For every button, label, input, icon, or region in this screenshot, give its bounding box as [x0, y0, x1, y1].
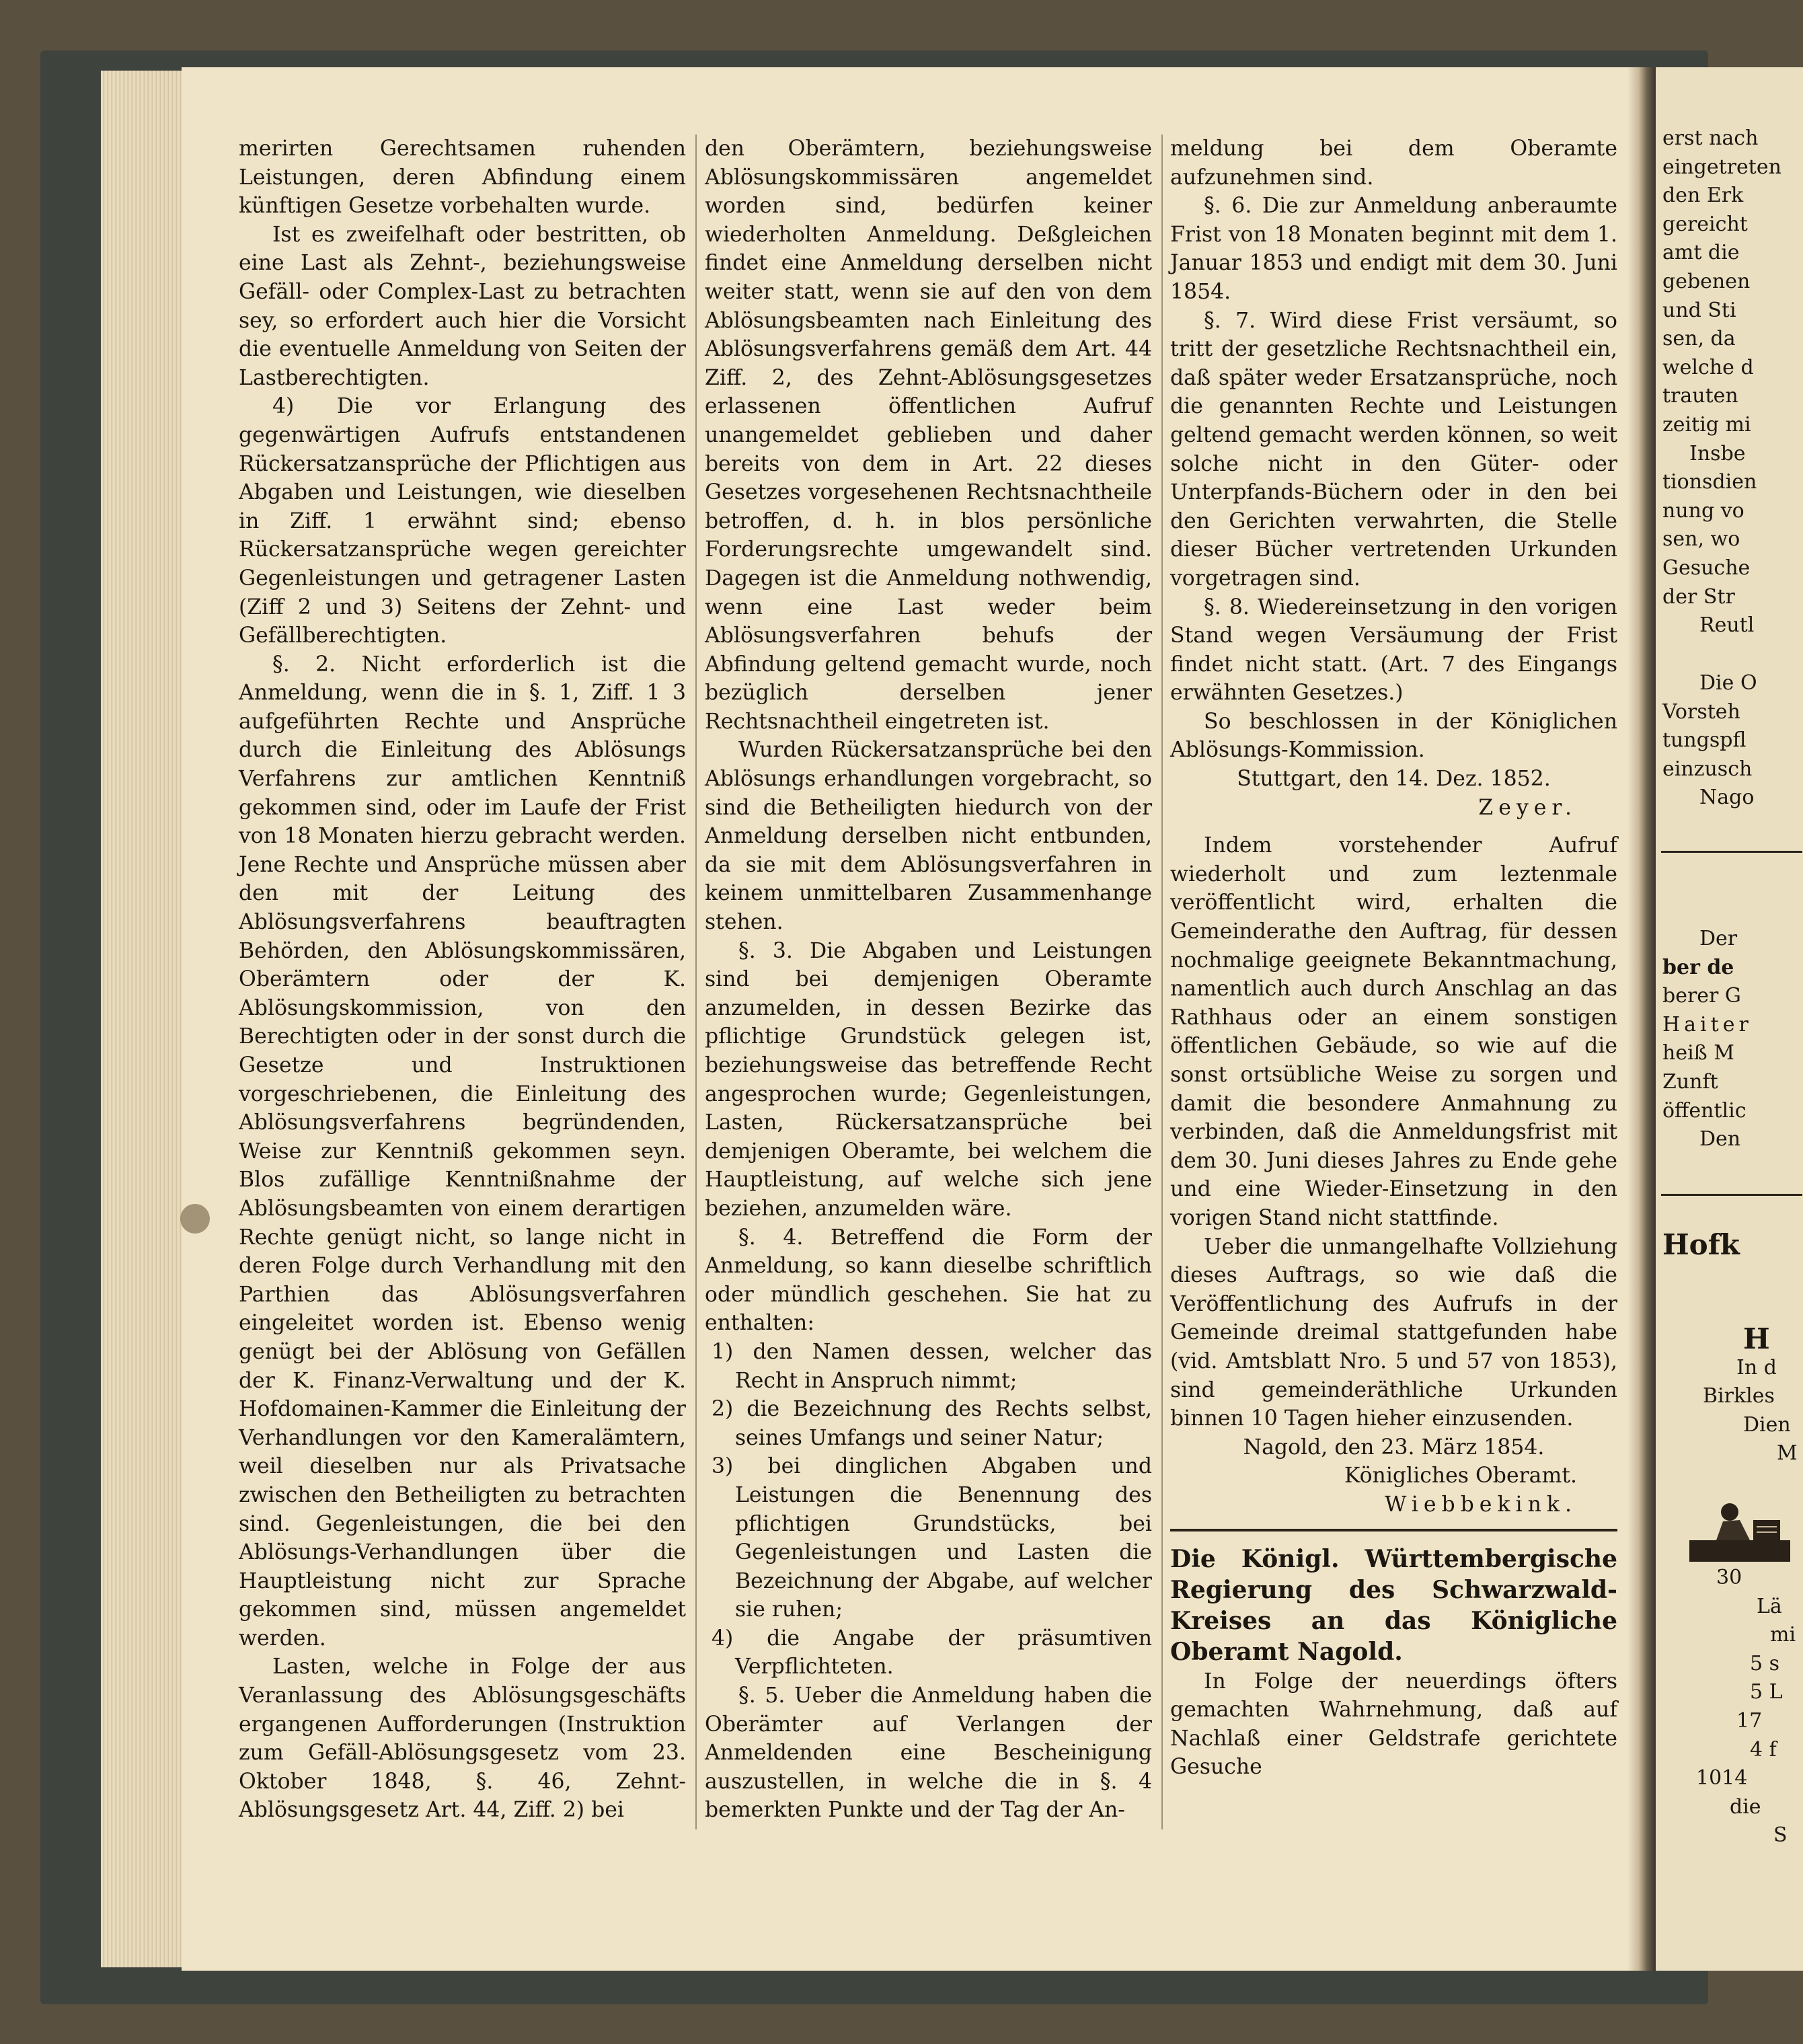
paragraph: Ueber die unmangelhafte Vollziehung dieses Auftrags, so wie daß die Veröffentlichung des Aufrufs in der Gemeinde dreimal stattgefunden habe (vid. Amtsblatt Nro. 5 und 57 von 1853), sind gemeinderäthliche Urkunden binnen 10 Tagen hieher einzusenden.: [1170, 1234, 1617, 1431]
fragment-divider: [1661, 851, 1802, 853]
section-divider: [1170, 1529, 1617, 1531]
paragraph: §. 4. Betreffend die Form der Anmeldung, so kann dieselbe schriftlich oder mündlich geschehen. Sie hat zu enthalten:: [705, 1225, 1152, 1336]
fragment-line: Gesuche: [1662, 556, 1751, 580]
fragment-line: Die O: [1699, 671, 1757, 695]
fragment-line: erst nach: [1662, 126, 1759, 150]
fragment-line: den Erk: [1662, 184, 1744, 208]
paragraph: Ist es zweifelhaft oder bestritten, ob eine Last als Zehnt-, beziehungsweise Gefäll- oder Complex-Last zu betrachten sey, so erfordert auch hier die Vorsicht die eventuelle Anmeldung von Seiten der Lastberechtigten.: [239, 222, 686, 390]
signature: Wiebbekink.: [1384, 1492, 1577, 1517]
list-item: 4) die Angabe der präsumtiven Verpflichteten.: [712, 1626, 1152, 1679]
list-item: 1) den Namen dessen, welcher das Recht in Anspruch nimmt;: [712, 1339, 1152, 1393]
place-date: Stuttgart, den 14. Dez. 1852.: [1237, 767, 1551, 792]
fragment-line: heiß M: [1662, 1041, 1734, 1065]
paragraph: §. 2. Nicht erforderlich ist die Anmeldung, wenn die in §. 1, Ziff. 1 3 aufgeführten Rechte und Ansprüche durch die Einleitung des Ablösungs Verfahrens zur amtlichen Kenntniß gekommen sind, oder im Laufe der Frist von 18 Monaten hierzu gebracht werden. Jene Rechte und Ansprüche müssen aber den mit der Leitung des Ablösungsverfahrens beauftragten Behörden, den Ablösungskommissären, Oberämtern oder der K. Ablösungskommission, von den Berechtigten oder in der sonst durch die Gesetze und Instruktionen vorgeschriebenen, die Einleitung des Ablösungsverfahrens begründenden, Weise zur Kenntniß gekommen seyn. Blos zufällige Kenntnißnahme der Ablösungsbeamten von einem derartigen Rechte genügt nicht, so lange nicht in deren Folge durch Verhandlung mit den Parthien das Ablösungsverfahren eingeleitet worden ist. Ebenso wenig genügt bei der Ablösung von Gefällen der K. Finanz-Verwaltung und der K. Hofdomainen-Kammer die Einleitung der Verhandlungen vor den Kameralämtern, weil dieselben nur als Privatsache zwischen den Betheiligten zu betrachten sind. Gegenleistungen, die bei den Ablösungs-Verhandlungen über die Hauptleistung nicht zur Sprache gekommen sind, müssen angemeldet werden.: [239, 652, 686, 1651]
fragment-block: [1662, 1228, 1803, 1271]
paragraph: §. 5. Ueber die Anmeldung haben die Oberämter auf Verlangen der Anmeldenden eine Bescheinigung auszustellen, in welche die in §. 4 bemerkten Punkte und der Tag der An-: [705, 1683, 1152, 1823]
fragment-line: öffentlic: [1662, 1098, 1747, 1123]
fragment-line: Dien: [1743, 1412, 1791, 1437]
book-gutter: [1627, 67, 1656, 1971]
fragment-line: tungspfl: [1662, 728, 1747, 753]
fragment-block: [1662, 925, 1803, 1154]
fragment-line: Haiter: [1662, 1012, 1753, 1036]
fragment-block: [1662, 1564, 1803, 1850]
fragment-line: Lä: [1757, 1594, 1782, 1618]
fragment-heading: Hofk: [1662, 1228, 1740, 1261]
paragraph: 4) Die vor Erlangung des gegenwärtigen Aufrufs entstandenen Rückersatzansprüche der Pflichtigen aus Abgaben und Leistungen, wie dieselben in Ziff. 1 erwähnt sind; ebenso Rückersatzansprüche wegen gereichter Gegenleistungen und getragener Lasten (Ziff 2 und 3) Seitens der Zehnt- und Gefällberechtigten.: [239, 394, 686, 648]
fragment-line: M: [1777, 1441, 1798, 1466]
fragment-line: einzusch: [1662, 757, 1753, 781]
fragment-block: [1662, 1322, 1803, 1468]
paragraph: Indem vorstehender Aufruf wiederholt und zum leztenmale veröffentlicht wird, erhalten die Gemeinderathe den Auftrag, für dessen nochmalige geeignete Bekanntmachung, namentlich auch durch Anschlag an das Rathhaus oder an einem sonstigen öffentlichen Gebäude, so wie auf die sonst ortsübliche Weise zu sorgen und damit die besondere Anmahnung zu verbinden, daß die Anmeldungsfrist mit dem 30. Juni dieses Jahres zu Ende gehe und eine Wieder-Einsetzung in den vorigen Stand nicht stattfinde.: [1170, 833, 1617, 1230]
fragment-divider: [1661, 1194, 1802, 1196]
column-rule: [695, 135, 697, 1829]
paragraph: §. 8. Wiedereinsetzung in den vorigen Stand wegen Versäumung der Frist findet nicht statt. (Art. 7 des Eingangs erwähnten Gesetzes.): [1170, 595, 1617, 706]
list-item: 3) bei dinglichen Abgaben und Leistungen die Benennung des pflichtigen Grundstücks, bei Gegenleistungen und Lasten die Bezeichnung der Abgabe, auf welcher sie ruhen;: [712, 1454, 1152, 1622]
column-rule: [1161, 135, 1163, 1829]
fragment-line: 4 f: [1750, 1737, 1777, 1762]
fragment-line: und Sti: [1662, 298, 1736, 322]
fragment-block: [1662, 124, 1803, 640]
fragment-line: 5 s: [1750, 1651, 1780, 1675]
fragment-line: tionsdien: [1662, 470, 1757, 494]
fragment-line: amt die: [1662, 241, 1740, 265]
column-1: [239, 135, 686, 1825]
fragment-line: zeitig mi: [1662, 412, 1751, 437]
paragraph: In Folge der neuerdings öfters gemachten Wahrnehmung, daß auf Nachlaß einer Geldstrafe gerichtete Gesuche: [1170, 1669, 1617, 1780]
fragment-line: welche d: [1662, 355, 1754, 379]
fragment-line: sen, da: [1662, 327, 1736, 351]
signature: Zeyer.: [1478, 795, 1577, 820]
fragment-line: 30: [1716, 1566, 1742, 1589]
page-edges: [101, 71, 182, 1967]
fragment-line: mi: [1770, 1623, 1796, 1647]
page-stain: [180, 1204, 210, 1234]
paragraph: meldung bei dem Oberamte aufzunehmen sind.: [1170, 137, 1617, 190]
column-2: [705, 135, 1152, 1825]
paragraph: §. 7. Wird diese Frist versäumt, so tritt der gesetzliche Rechtsnachtheil ein, daß später weder Ersatzansprüche, noch die genannten Rechte und Leistungen geltend gemacht werden können, so weit solche nicht in den Güter- oder Unterpfands-Büchern oder in den bei den Gerichten verwahrten, die Stelle dieser Bücher vertretenden Urkunden vorgetragen sind.: [1170, 308, 1617, 591]
fragment-line: der Str: [1662, 584, 1735, 609]
paragraph: den Oberämtern, beziehungsweise Ablösungskommissären angemeldet worden sind, bedürfen keiner wiederholten Anmeldung. Deßgleichen findet eine Anmeldung derselben nicht weiter statt, wenn sie auf den von dem Ablösungsbeamten nach Einleitung des Ablösungsverfahrens gemäß dem Art. 44 Ziff. 2, des Zehnt-Ablösungsgesetzes erlassenen öffentlichen Aufruf unangemeldet geblieben und daher bereits von dem in Art. 22 dieses Gesetzes vorgesehenen Rechtsnachtheile betroffen, d. h. in blos persönliche Forderungsrechte umgewandelt sind. Dagegen ist die Anmeldung nothwendig, wenn eine Last weder beim Ablösungsverfahren behufs der Abfindung geltend gemacht wurde, noch bezüglich derselben jener Rechtsnachtheil eingetreten ist.: [705, 137, 1152, 734]
paragraph: §. 6. Die zur Anmeldung anberaumte Frist von 18 Monaten beginnt mit dem 1. Januar 1853 und endigt mit dem 30. Juni 1854.: [1170, 194, 1617, 304]
fragment-line: Reutl: [1699, 613, 1755, 638]
column-3: [1170, 135, 1617, 1782]
fragment-line: In d: [1736, 1355, 1777, 1379]
fragment-line: 5 L: [1750, 1680, 1783, 1704]
fragment-line: 17: [1736, 1708, 1763, 1733]
fragment-line: trauten: [1662, 384, 1738, 408]
fragment-line: Birkles: [1703, 1384, 1775, 1408]
requirements-list: [705, 1338, 1152, 1681]
fragment-line: Nago: [1699, 786, 1755, 810]
fragment-line: Den: [1699, 1127, 1741, 1151]
notice-heading: Die Königl. Württembergische Regierung des Schwarzwald-Kreises an das Königliche Oberamt Nagold.: [1170, 1544, 1617, 1666]
woodcut-figure-icon: [1689, 1500, 1790, 1562]
fragment-line: ber de: [1662, 955, 1734, 979]
fragment-line: S: [1773, 1823, 1788, 1848]
fragment-line: Zunft: [1662, 1069, 1718, 1094]
fragment-line: Vorsteh: [1662, 699, 1740, 724]
fragment-line: berer G: [1662, 984, 1741, 1008]
fragment-line: Der: [1699, 927, 1738, 950]
list-item: 2) die Bezeichnung des Rechts selbst, seines Umfangs und seiner Natur;: [712, 1397, 1152, 1450]
authority: Königliches Oberamt.: [1344, 1464, 1577, 1488]
fragment-line: H: [1743, 1322, 1770, 1355]
fragment-line: gereicht: [1662, 212, 1748, 236]
fragment-line: sen, wo: [1662, 527, 1740, 552]
fragment-line: nung vo: [1662, 498, 1744, 523]
fragment-line: 1014: [1696, 1766, 1748, 1790]
place-date: Nagold, den 23. März 1854.: [1243, 1435, 1545, 1460]
paragraph: Lasten, welche in Folge der aus Veranlassung des Ablösungsgeschäfts ergangenen Aufforderungen (Instruktion zum Gefäll-Ablösungsgesetz vom 23. Oktober 1848, §. 46, Zehnt-Ablösungsgesetz Art. 44, Ziff. 2) bei: [239, 1655, 686, 1823]
paragraph: So beschlossen in der Königlichen Ablösungs-Kommission.: [1170, 709, 1617, 763]
fragment-line: eingetreten: [1662, 155, 1781, 179]
paragraph: Wurden Rückersatzansprüche bei den Ablösungs erhandlungen vorgebracht, so sind die Betheiligten hiedurch von der Anmeldung derselben nicht entbunden, da sie mit dem Ablösungsverfahren in keinem unmittelbaren Zusammenhange stehen.: [705, 738, 1152, 935]
paragraph: §. 3. Die Abgaben und Leistungen sind bei demjenigen Oberamte anzumelden, in dessen Bezirke das pflichtige Grundstück gelegen ist, beziehungsweise das betreffende Recht angesprochen wurde; Gegenleistungen, Lasten, Rückersatzansprüche bei demjenigen Oberamte, bei welchem die Hauptleistung, auf welche sich jene beziehen, anzumelden wäre.: [705, 938, 1152, 1221]
fragment-line: die: [1730, 1794, 1761, 1819]
fragment-block: [1662, 669, 1803, 812]
paragraph: merirten Gerechtsamen ruhenden Leistungen, deren Abfindung einem künftigen Gesetze vorbehalten wurde.: [239, 137, 686, 219]
fragment-line: gebenen: [1662, 269, 1751, 293]
fragment-line: Insbe: [1689, 441, 1746, 465]
